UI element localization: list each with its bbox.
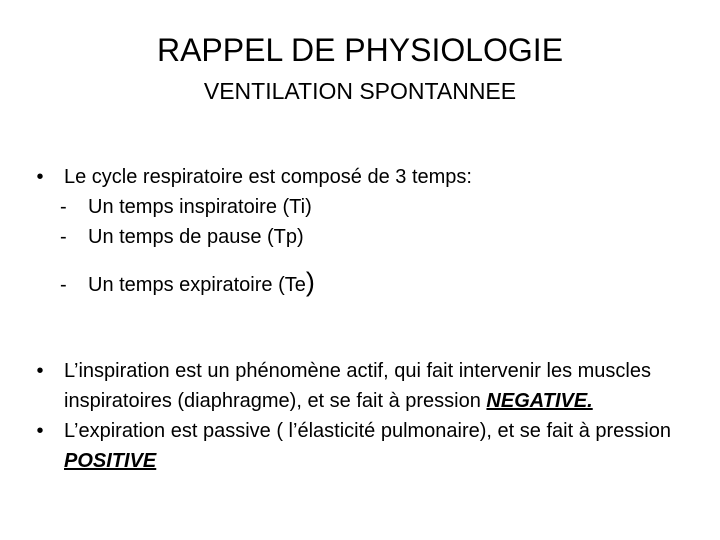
- cycle-intro-text: Le cycle respiratoire est composé de 3 temps:: [64, 166, 472, 188]
- sub-item-label: Un temps expiratoire (Te: [88, 274, 306, 296]
- inspiration-emphasis: NEGATIVE.: [486, 390, 593, 412]
- slide-title: RAPPEL DE PHYSIOLOGIE: [156, 32, 564, 68]
- bullet-dot-icon: •: [36, 360, 44, 382]
- bullet-inspiration: [30, 356, 690, 416]
- expiration-emphasis: POSITIVE: [64, 450, 157, 472]
- sub-item-ti: [30, 192, 690, 222]
- dash-icon: -: [60, 196, 67, 218]
- dash-icon: -: [60, 226, 67, 248]
- sub-item-te: [30, 267, 690, 300]
- expiration-text: L’expiration est passive ( l’élasticité pulmonaire), et se fait à pression: [64, 420, 671, 442]
- cycle-section: [30, 162, 690, 300]
- closing-paren: ): [305, 267, 315, 297]
- dash-icon: -: [60, 274, 67, 296]
- pressure-section: [30, 356, 690, 476]
- bullet-dot-icon: •: [36, 166, 44, 188]
- bullet-cycle: [30, 162, 690, 192]
- sub-item-tp: [30, 222, 690, 252]
- sub-item-label: Un temps de pause (Tp): [88, 226, 304, 248]
- bullet-expiration: [30, 416, 690, 476]
- bullet-dot-icon: •: [36, 420, 44, 442]
- sub-item-label: Un temps inspiratoire (Ti): [88, 196, 312, 218]
- slide-subtitle: VENTILATION SPONTANNEE: [203, 78, 517, 104]
- inspiration-text: L’inspiration est un phénomène actif, qui fait intervenir les muscles inspiratoires (diaphragme), et se fait à pression: [64, 360, 651, 412]
